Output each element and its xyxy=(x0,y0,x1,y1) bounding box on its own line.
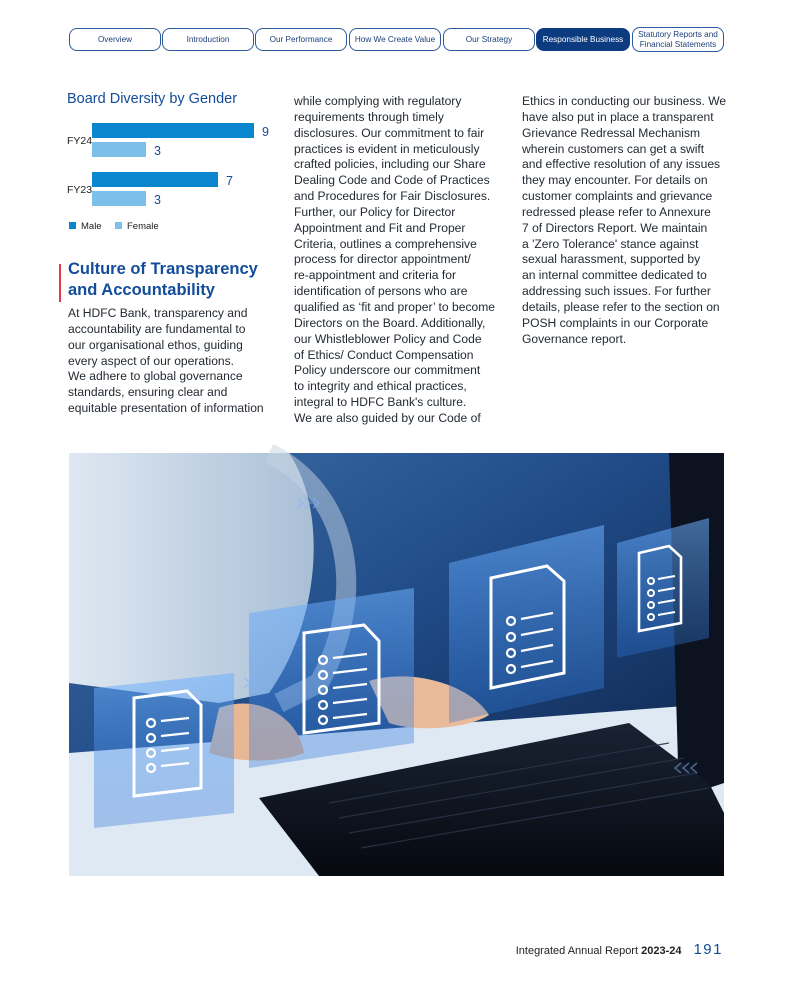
text-line: an internal committee dedicated to xyxy=(522,268,707,283)
text-line: disclosures. Our commitment to fair xyxy=(294,125,485,140)
text-line: Ethics in conducting our business. We xyxy=(522,94,727,108)
text-line: re-appointment and criteria for xyxy=(294,268,457,283)
tab-how-we-create-value[interactable]: How We Create Value xyxy=(349,28,441,51)
bar-male-fy24 xyxy=(92,123,254,138)
text-line: accountability are fundamental to xyxy=(68,321,246,336)
legend-label-female: Female xyxy=(127,221,159,232)
text-line: Criteria, outlines a comprehensive xyxy=(294,236,477,251)
bar-female-fy23 xyxy=(92,191,146,206)
text-line: standards, ensuring clear and xyxy=(68,385,228,400)
text-line: Directors on the Board. Additionally, xyxy=(294,315,486,330)
chart-title: Board Diversity by Gender xyxy=(67,91,238,107)
board-diversity-chart xyxy=(66,115,269,240)
text-line: 7 of Directors Report. We maintain xyxy=(522,220,708,235)
text-line: and Procedures for Fair Disclosures. xyxy=(294,189,491,204)
text-line: Governance report. xyxy=(522,331,627,346)
text-line: every aspect of our operations. xyxy=(68,353,235,368)
data-label: 9 xyxy=(262,125,269,139)
section-heading xyxy=(68,259,268,300)
page-footer xyxy=(516,941,723,958)
tab-introduction[interactable]: Introduction xyxy=(162,28,254,51)
laptop-documents-photo xyxy=(69,453,724,876)
text-line: practices is evident in meticulously xyxy=(294,141,480,156)
text-line: our Whistleblower Policy and Code xyxy=(294,331,482,346)
legend-swatch-male xyxy=(69,222,76,229)
section-heading-line1: Culture of Transparency xyxy=(68,260,258,278)
text-line: process for director appointment/ xyxy=(294,252,471,267)
heading-accent-bar xyxy=(59,264,61,302)
tab-statutory-reports[interactable]: Statutory Reports and Financial Statements xyxy=(632,27,724,52)
data-label: 3 xyxy=(154,193,161,207)
text-line: identification of persons who are xyxy=(294,284,468,299)
text-line: We are also guided by our Code of xyxy=(294,410,481,425)
tab-overview[interactable]: Overview xyxy=(69,28,161,51)
text-line: details, please refer to the section on xyxy=(522,299,720,314)
footer-report-year: 2023-24 xyxy=(641,945,682,957)
category-label: FY23 xyxy=(67,184,93,196)
text-line: have also put in place a transparent xyxy=(522,109,714,124)
text-line: Grievance Redressal Mechanism xyxy=(522,125,701,140)
text-line: addressing such issues. For further xyxy=(522,284,711,299)
tab-our-performance[interactable]: Our Performance xyxy=(255,28,347,51)
footer-report-title xyxy=(516,945,682,957)
text-line: Dealing Code and Code of Practices xyxy=(294,173,490,188)
text-line: crafted policies, including our Share xyxy=(294,157,486,172)
body-column-1 xyxy=(68,306,264,417)
legend-label-male: Male xyxy=(81,221,102,232)
text-line: our organisational ethos, guiding xyxy=(68,337,243,352)
tab-responsible-business[interactable]: Responsible Business xyxy=(536,28,630,51)
legend-swatch-female xyxy=(115,222,122,229)
text-line: redressed please refer to Annexure xyxy=(522,204,711,219)
text-line: a 'Zero Tolerance' stance against xyxy=(522,236,699,251)
text-line: wherein customers can get a swift xyxy=(522,141,705,156)
body-column-2 xyxy=(294,94,495,427)
data-label: 3 xyxy=(154,144,161,158)
bar-female-fy24 xyxy=(92,142,146,157)
text-line: We adhere to global governance xyxy=(68,369,243,384)
footer-report-label: Integrated Annual Report xyxy=(515,945,639,957)
text-line: Appointment and Fit and Proper xyxy=(294,220,466,235)
text-line: POSH complaints in our Corporate xyxy=(522,315,709,330)
section-heading-line2: and Accountability xyxy=(68,280,215,299)
text-line: while complying with regulatory xyxy=(294,94,462,108)
text-line: and effective resolution of any issues xyxy=(522,157,721,172)
tab-our-strategy[interactable]: Our Strategy xyxy=(443,28,535,51)
body-column-3 xyxy=(522,94,726,348)
text-line: sexual harassment, supported by xyxy=(522,252,701,267)
text-line: equitable presentation of information xyxy=(68,401,264,416)
text-line: they may encounter. For details on xyxy=(522,173,708,188)
page-number: 191 xyxy=(693,941,723,958)
text-line: Policy underscore our commitment xyxy=(294,363,481,378)
text-line: of Ethics/ Conduct Compensation xyxy=(294,347,474,362)
text-line: requirements through timely xyxy=(294,109,444,124)
bar-male-fy23 xyxy=(92,172,218,187)
text-line: At HDFC Bank, transparency and xyxy=(68,306,248,320)
text-line: Further, our Policy for Director xyxy=(294,204,456,219)
data-label: 7 xyxy=(226,174,233,188)
category-label: FY24 xyxy=(67,135,93,147)
text-line: qualified as ‘fit and proper’ to become xyxy=(294,299,496,314)
text-line: integral to HDFC Bank's culture. xyxy=(294,395,467,410)
text-line: to integrity and ethical practices, xyxy=(294,379,467,394)
text-line: customer complaints and grievance xyxy=(522,189,713,204)
